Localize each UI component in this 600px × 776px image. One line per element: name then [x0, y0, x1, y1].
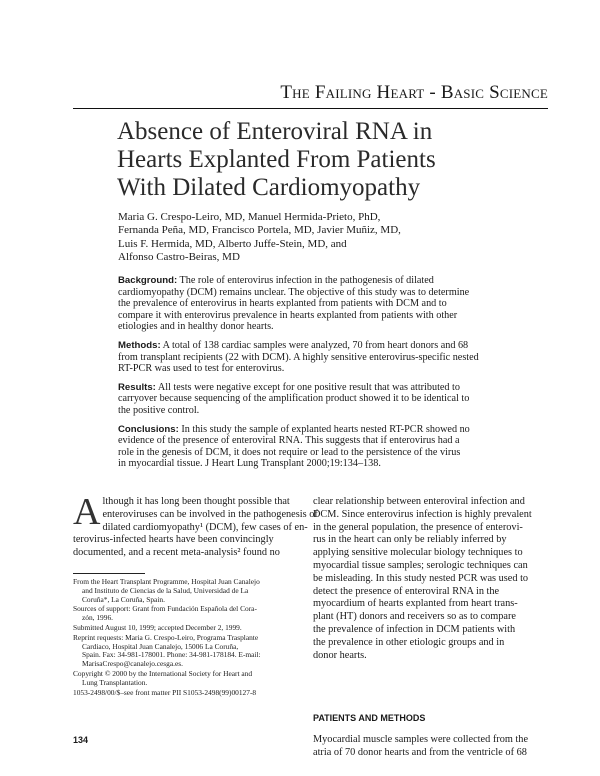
abstract-line: RT-PCR was used to test for enterovirus. — [118, 363, 285, 375]
footnote-reprints: Reprint requests: Maria G. Crespo-Leiro, Programa Trasplante Cardiaco, Hospital Juan Canalejo, 15006 La Coruña, Spain. Fax: 34-981-178001. Phone: 34-981-178184. E-mail: MarisaCrespo@canalejo.cesga.es. — [73, 632, 261, 669]
body-line: clear relationship between enteroviral infection and — [313, 496, 525, 507]
abstract-label: Conclusions: — [118, 423, 179, 435]
body-line: terovirus-infected hearts have been convincingly — [73, 534, 274, 546]
body-right-column-continued — [313, 734, 538, 760]
body-line: DCM. Since enterovirus infection is highly prevalent — [313, 508, 532, 520]
abstract-conclusions — [118, 424, 538, 470]
author-line: Maria G. Crespo-Leiro, MD, Manuel Hermida-Prieto, PhD, — [118, 211, 381, 223]
footnotes — [73, 578, 298, 698]
abstract-line: carryover because sequencing of the amplification product showed it to be identical to — [118, 393, 470, 405]
abstract-line: the prevalence of enterovirus in hearts explanted from patients with DCM and to — [118, 298, 447, 310]
title-line: Hearts Explanted From Patients — [117, 146, 436, 173]
abstract-label: Methods: — [118, 339, 161, 351]
body-line: Myocardial muscle samples were collected from the — [313, 734, 529, 745]
abstract-label: Background: — [118, 275, 178, 286]
body-line: lthough it has long been thought possible that — [102, 496, 290, 507]
body-line: documented, and a recent meta-analysis² found no — [73, 547, 280, 559]
abstract-line: Conclusions: In this study the sample of explanted hearts nested RT-PCR showed no — [118, 423, 470, 435]
title-line: With Dilated Cardiomyopathy — [117, 174, 421, 201]
abstract-line: in myocardial tissue. J Heart Lung Transplant 2000;19:134–138. — [118, 458, 381, 470]
abstract-results — [118, 382, 538, 417]
abstract-line: etiologies and in healthy donor hearts. — [118, 321, 274, 333]
body-line: enteroviruses can be involved in the pathogenesis of — [102, 508, 318, 520]
abstract-line: Results: All tests were negative except for one positive result that was attributed to — [118, 381, 460, 393]
abstract-background — [118, 275, 538, 333]
body-line: detect the presence of enteroviral RNA in the — [313, 585, 500, 597]
body-line: in the general population, the presence of enterovi- — [313, 521, 523, 533]
body-line: the prevalence in other etiologic groups and in — [313, 636, 505, 648]
section-heading-patients-methods: PATIENTS AND METHODS — [313, 713, 426, 723]
abstract-line: evidence of the presence of enteroviral RNA. This suggests that if enterovirus had a — [118, 435, 460, 447]
footnote-dates: Submitted August 10, 1999; accepted December 2, 1999. — [73, 622, 242, 632]
author-line: Fernanda Peña, MD, Francisco Portela, MD, Javier Muñiz, MD, — [118, 224, 401, 237]
body-line: the prevalence of infection in DCM patients with — [313, 623, 516, 635]
body-line: atria of 70 donor hearts and from the ventricle of 68 — [313, 746, 527, 758]
footnote-affiliation: From the Heart Transplant Programme, Hospital Juan Canalejo and Instituto de Ciencias de la Salud, Universidad de La Coruña*, La Coruña, Spain. — [73, 577, 260, 604]
body-line: myocardium of hearts explanted from heart trans- — [313, 598, 518, 610]
page-number: 134 — [73, 735, 89, 745]
article-title — [117, 118, 477, 202]
title-line: Absence of Enteroviral RNA in — [117, 118, 433, 145]
abstract-line: compare it with enterovirus prevalence in hearts explanted from patients with other — [118, 309, 458, 321]
footnote-issn: 1053-2498/00/$–see front matter PII S1053-2498(99)00127-8 — [73, 687, 257, 697]
drop-cap: A — [73, 491, 101, 533]
abstract-line: cardiomyopathy (DCM) remains unclear. The objective of this study was to determine — [118, 286, 470, 298]
body-line: plant (HT) donors and receivers so as to compare — [313, 611, 517, 623]
abstract-line: from transplant recipients (22 with DCM). A highly sensitive enterovirus-specific nested — [118, 351, 479, 363]
body-line: rus in the heart can only be reliably inferred by — [313, 534, 507, 546]
footnote-support: Sources of support: Grant from Fundación Española del Cora- zón, 1996. — [73, 604, 257, 623]
abstract-line: the positive control. — [118, 404, 200, 416]
body-right-column — [313, 496, 538, 662]
footnote-divider — [73, 573, 145, 574]
author-list — [118, 211, 538, 264]
abstract-line: role in the genesis of DCM, it does not require or lead to the persistence of the virus — [118, 446, 461, 458]
author-line: Alfonso Castro-Beiras, MD — [118, 250, 240, 263]
body-line: be misleading. In this study nested PCR was used to — [313, 572, 529, 584]
abstract-methods — [118, 340, 538, 375]
abstract-line: Methods: A total of 138 cardiac samples were analyzed, 70 from heart donors and 68 — [118, 339, 469, 351]
body-left-column — [73, 491, 318, 560]
body-line: dilated cardiomyopathy¹ (DCM), few cases of en- — [102, 521, 308, 533]
body-line: applying sensitive molecular biology techniques to — [313, 547, 523, 559]
abstract-line: Background: The role of enterovirus infection in the pathogenesis of dilated — [118, 275, 434, 286]
section-header: The Failing Heart - Basic Science — [73, 82, 548, 109]
abstract — [118, 275, 538, 477]
body-line: myocardial tissue samples; serologic techniques can — [313, 559, 528, 571]
abstract-label: Results: — [118, 381, 156, 393]
author-line: Luis F. Hermida, MD, Alberto Juffe-Stein, MD, and — [118, 237, 347, 250]
footnote-copyright: Copyright © 2000 by the International Society for Heart and Lung Transplantation. — [73, 668, 253, 687]
body-line: donor hearts. — [313, 649, 367, 661]
